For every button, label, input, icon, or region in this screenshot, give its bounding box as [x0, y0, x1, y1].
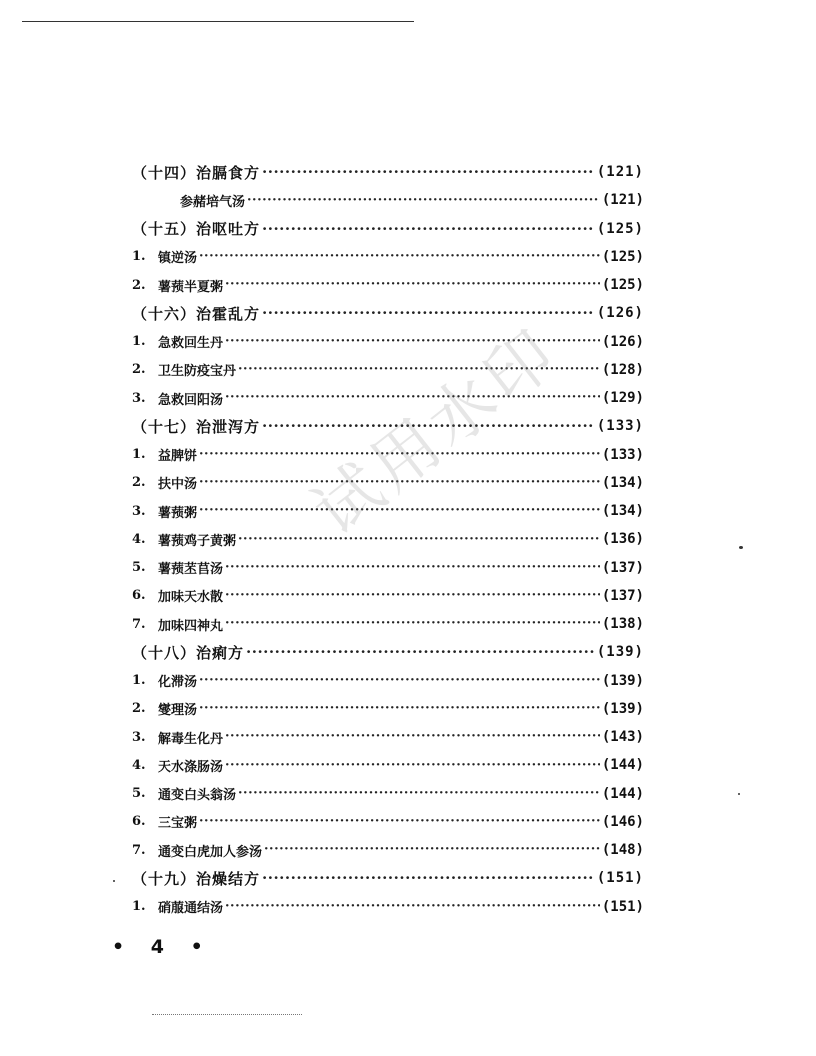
toc-entry-row[interactable]	[132, 271, 644, 299]
dot-leader	[262, 220, 595, 238]
toc-page-number: (121)	[601, 192, 644, 209]
toc-entry-title: 扶中汤	[158, 477, 198, 493]
dot-leader	[199, 503, 600, 519]
dot-leader	[225, 560, 600, 576]
toc-page-number: (134)	[601, 503, 644, 520]
toc-page-number: (125)	[596, 220, 644, 237]
toc-entry-number: 1.	[132, 249, 146, 265]
dot-leader	[225, 616, 600, 632]
toc-page-number: (126)	[601, 333, 644, 350]
toc-entry-number: 3.	[132, 729, 146, 745]
toc-entry-title: 通变白虎加人参汤	[158, 844, 263, 860]
toc-entry-number: 3.	[132, 390, 146, 406]
toc-entry-title: 三宝粥	[158, 816, 198, 832]
toc-entry-number: 4.	[132, 531, 146, 547]
dot-leader	[199, 447, 600, 463]
toc-page-number: (144)	[601, 757, 644, 774]
toc-page-number: (136)	[601, 531, 644, 548]
toc-page-number: (133)	[601, 446, 644, 463]
scan-speck	[739, 546, 743, 549]
dot-leader	[247, 193, 600, 209]
top-rule	[22, 21, 414, 22]
toc-entry-title: 薯蓣粥	[158, 505, 198, 521]
toc-entry-title: 镇逆汤	[158, 251, 198, 267]
toc-page-number: (129)	[601, 390, 644, 407]
dot-leader	[225, 390, 600, 406]
toc-entry-row[interactable]	[132, 610, 644, 638]
toc-page-number: (148)	[601, 842, 644, 859]
toc-page-number: (121)	[596, 164, 644, 181]
toc-entry-row[interactable]	[132, 836, 644, 864]
toc-entry-title: 通变白头翁汤	[158, 788, 237, 804]
toc-entry-title: 化滞汤	[158, 675, 198, 691]
toc-entry-title: 燮理汤	[158, 703, 198, 719]
toc-entry-number: 7.	[132, 616, 146, 632]
toc-entry-row[interactable]	[132, 497, 644, 525]
dot-leader	[225, 729, 600, 745]
dot-leader	[238, 786, 600, 802]
toc-page-number: (139)	[601, 700, 644, 717]
toc-entry-row[interactable]	[132, 667, 644, 695]
toc-entry-row[interactable]	[132, 441, 644, 469]
toc-entry-title: 硝菔通结汤	[158, 901, 224, 917]
toc-entry-number: 1.	[132, 334, 146, 350]
toc-entry-title: （十四）治膈食方	[132, 163, 261, 182]
dot-leader	[199, 814, 600, 830]
dot-leader	[199, 475, 600, 491]
dot-leader	[238, 532, 600, 548]
toc-section-row[interactable]	[132, 215, 644, 243]
toc-entry-number: 5.	[132, 560, 146, 576]
toc-page-number: (139)	[596, 644, 644, 661]
toc-entry-title: （十八）治痢方	[132, 643, 245, 662]
toc-entry-row[interactable]	[132, 751, 644, 779]
dot-leader	[262, 417, 595, 435]
toc-entry-row[interactable]	[132, 723, 644, 751]
toc-page-number: (138)	[601, 616, 644, 633]
toc-entry-number: 6.	[132, 814, 146, 830]
toc-entry-row[interactable]	[132, 893, 644, 921]
toc-page-number: (125)	[601, 248, 644, 265]
toc-entry-number: 5.	[132, 786, 146, 802]
toc-page-number: (151)	[601, 898, 644, 915]
dot-leader	[262, 304, 595, 322]
scan-speck	[113, 880, 115, 882]
toc-page-number: (139)	[601, 672, 644, 689]
toc-entry-title: （十五）治呕吐方	[132, 220, 261, 239]
toc-entry-row[interactable]	[132, 525, 644, 553]
toc-entry-title: （十六）治霍乱方	[132, 304, 261, 323]
toc-page-number: (143)	[601, 729, 644, 746]
toc-page-number: (128)	[601, 361, 644, 378]
toc-page-number: (151)	[596, 870, 644, 887]
toc-entry-row[interactable]	[132, 384, 644, 412]
toc-section-row[interactable]	[132, 638, 644, 666]
toc-entry-number: 4.	[132, 757, 146, 773]
toc-entry-number: 2.	[132, 475, 146, 491]
dot-leader	[225, 899, 600, 915]
toc-entry-row[interactable]	[132, 356, 644, 384]
dot-leader	[246, 643, 595, 661]
toc-entry-title: 薯蓣半夏粥	[158, 279, 224, 295]
toc-entry-row[interactable]	[132, 554, 644, 582]
scan-noise	[152, 1014, 302, 1018]
page-number: • 4 •	[112, 936, 213, 958]
dot-leader	[238, 362, 600, 378]
toc-page-number: (146)	[601, 813, 644, 830]
toc-entry-title: 加味天水散	[158, 590, 224, 606]
toc-entry-number: 1.	[132, 899, 146, 915]
toc-entry-row[interactable]	[132, 469, 644, 497]
toc-section-row[interactable]	[132, 299, 644, 327]
toc-entry-number: 6.	[132, 588, 146, 604]
dot-leader	[225, 334, 600, 350]
dot-leader	[199, 673, 600, 689]
dot-leader	[262, 869, 595, 887]
toc-entry-number: 3.	[132, 503, 146, 519]
table-of-contents	[132, 158, 644, 921]
dot-leader	[262, 163, 595, 181]
toc-page-number: (144)	[601, 785, 644, 802]
toc-section-row[interactable]	[132, 864, 644, 892]
toc-page-number: (133)	[596, 418, 644, 435]
toc-entry-title: （十七）治泄泻方	[132, 417, 261, 436]
toc-entry-number: 1.	[132, 447, 146, 463]
toc-entry-row[interactable]	[132, 808, 644, 836]
toc-entry-title: 加味四神丸	[158, 618, 224, 634]
toc-page-number: (137)	[601, 587, 644, 604]
toc-entry-title: （十九）治燥结方	[132, 869, 261, 888]
toc-entry-title: 急救回生丹	[158, 336, 224, 352]
dot-leader	[225, 277, 600, 293]
toc-entry-row[interactable]	[132, 186, 644, 214]
dot-leader	[199, 249, 600, 265]
toc-page-number: (125)	[601, 277, 644, 294]
toc-entry-number: 7.	[132, 842, 146, 858]
dot-leader	[199, 701, 600, 717]
toc-entry-title: 卫生防疫宝丹	[158, 364, 237, 380]
toc-entry-number: 2.	[132, 277, 146, 293]
scan-speck	[738, 793, 740, 795]
toc-section-row[interactable]	[132, 412, 644, 440]
toc-entry-number: 2.	[132, 362, 146, 378]
toc-entry-title: 益脾饼	[158, 449, 198, 465]
toc-page-number: (126)	[596, 305, 644, 322]
dot-leader	[225, 588, 600, 604]
toc-entry-title: 薯蓣鸡子黄粥	[158, 533, 237, 549]
toc-entry-row[interactable]	[132, 328, 644, 356]
watermark: 试用水印	[299, 312, 574, 551]
toc-entry-row[interactable]	[132, 695, 644, 723]
toc-page-number: (134)	[601, 474, 644, 491]
toc-entry-title: 薯蓣苤苢汤	[158, 562, 224, 578]
dot-leader	[225, 758, 600, 774]
toc-entry-number: 2.	[132, 701, 146, 717]
toc-entry-title: 解毒生化丹	[158, 731, 224, 747]
toc-page-number: (137)	[601, 559, 644, 576]
toc-entry-number: 1.	[132, 673, 146, 689]
toc-section-row[interactable]	[132, 158, 644, 186]
toc-entry-title: 参赭培气汤	[180, 194, 246, 210]
toc-entry-title: 天水涤肠汤	[158, 759, 224, 775]
toc-entry-row[interactable]	[132, 582, 644, 610]
toc-entry-row[interactable]	[132, 243, 644, 271]
toc-entry-row[interactable]	[132, 780, 644, 808]
dot-leader	[264, 842, 600, 858]
toc-entry-title: 急救回阳汤	[158, 392, 224, 408]
